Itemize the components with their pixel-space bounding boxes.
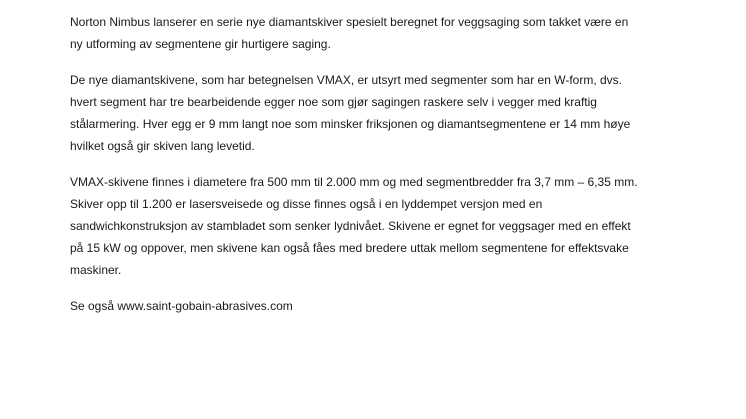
paragraph-intro: Norton Nimbus lanserer en serie nye diamantskiver spesielt beregnet for veggsaging som takket være en ny utforming av segmentene gir hurtigere saging. xyxy=(70,15,629,51)
document-body xyxy=(70,11,740,317)
paragraph-dimensions: VMAX-skivene finnes i diametere fra 500 mm til 2.000 mm og med segmentbredder fra 3,7 mm – 6,35 mm. Skiver opp til 1.200 er lasersveisede og disse finnes også i en lyddempet versjon med en sandwichkonstruksjon av stambladet som senker lydnivået. Skivene er egnet for veggsager med en effekt på 15 kW og oppover, men skivene kan også fåes med bredere uttak mellom segmentene for effektsvake maskiner. xyxy=(70,175,638,277)
website-link[interactable]: www.saint-gobain-abrasives.com xyxy=(117,299,293,313)
paragraph-vmax-description: De nye diamantskivene, som har betegnelsen VMAX, er utsyrt med segmenter som har en W-form, dvs. hvert segment har tre bearbeidende egger noe som gjør sagingen raskere selv i vegger med kraftig stålarmering. Hver egg er 9 mm langt noe som minsker friksjonen og diamantsegmentene er 14 mm høye hvilket også gir skiven lang levetid. xyxy=(70,73,631,153)
see-also-line xyxy=(70,295,740,317)
see-also-prefix: Se også xyxy=(70,299,118,313)
